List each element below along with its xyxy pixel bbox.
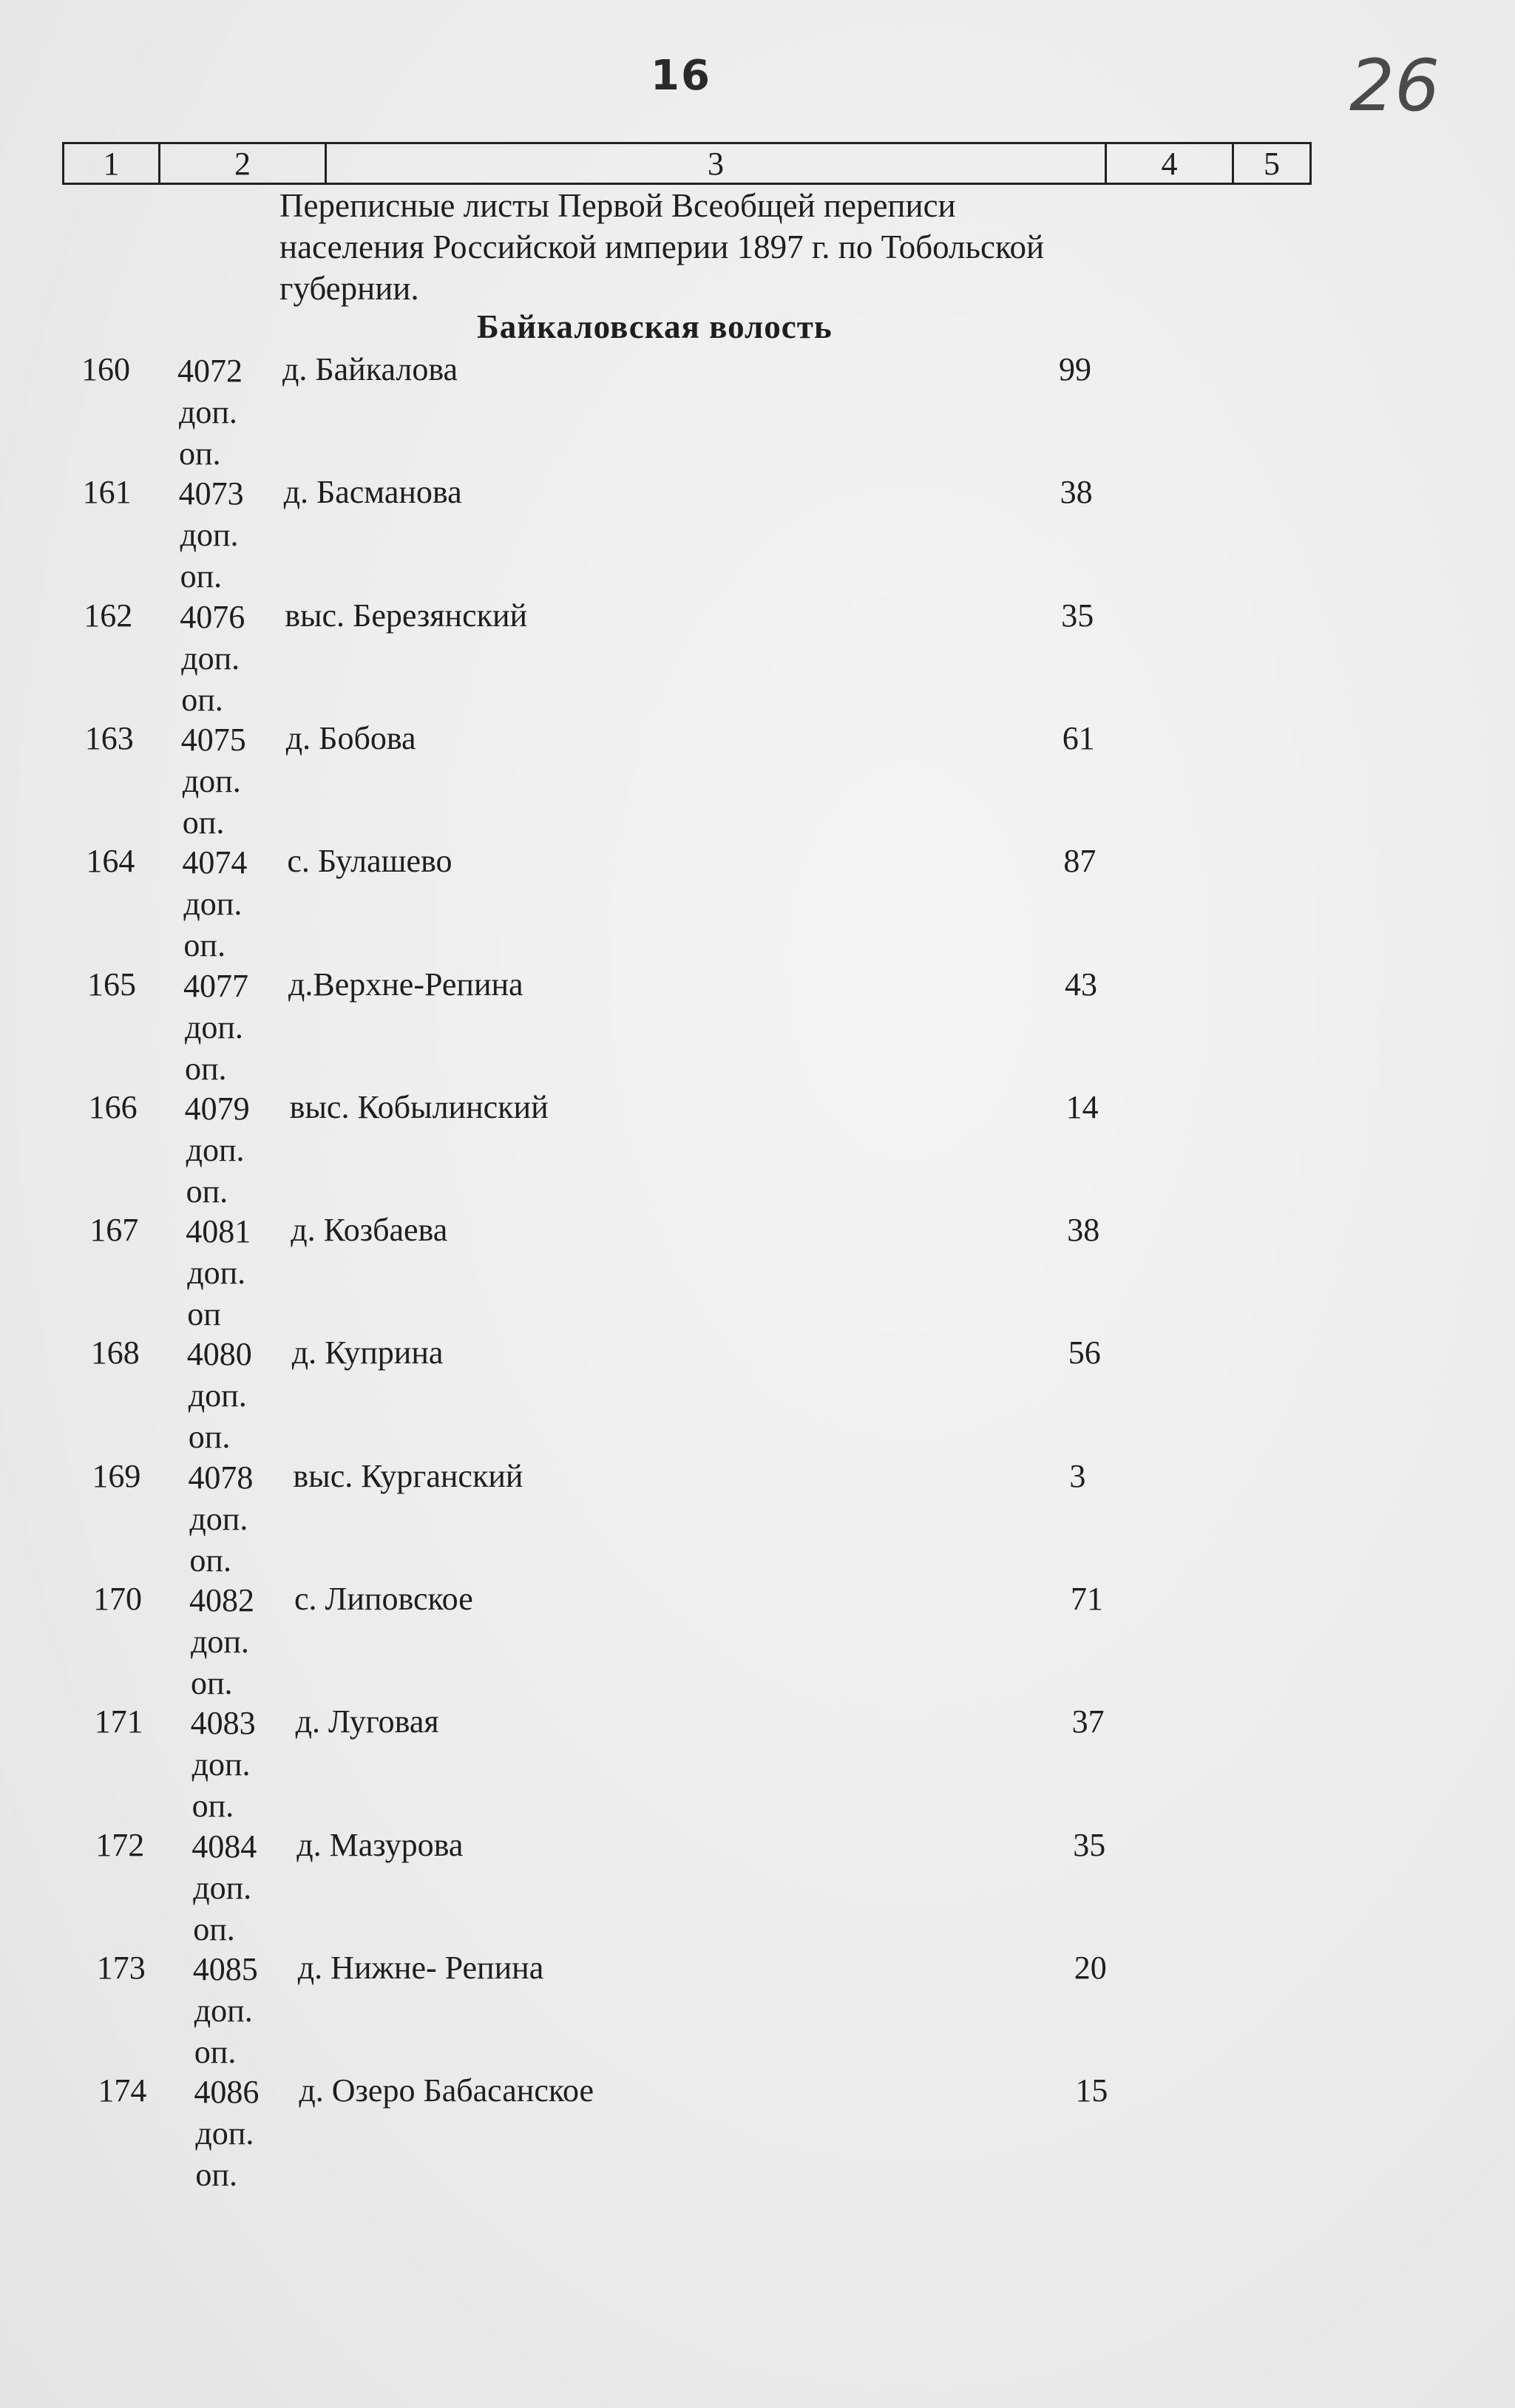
- place-name: д. Луговая: [295, 1703, 439, 1740]
- storage-code-line3: оп.: [183, 927, 226, 964]
- place-name: с. Липовское: [294, 1581, 473, 1617]
- section-title: Байкаловская волость: [477, 308, 833, 345]
- storage-code-number: 4077: [183, 967, 248, 1004]
- row-number: 173: [96, 1949, 146, 1986]
- table-row: [0, 966, 1515, 1090]
- sheet-count: 71: [1071, 1581, 1103, 1617]
- sheet-count: 56: [1068, 1334, 1101, 1371]
- sheet-count: 37: [1071, 1703, 1105, 1740]
- place-name: выс. Березянский: [285, 597, 528, 634]
- storage-code-number: 4083: [190, 1705, 256, 1742]
- sheet-count: 87: [1063, 843, 1097, 880]
- storage-code-line2: доп.: [188, 1377, 247, 1414]
- storage-code: [181, 719, 277, 844]
- sheet-count: 35: [1061, 597, 1094, 634]
- storage-code-line3: оп.: [181, 681, 223, 718]
- storage-code-number: 4081: [186, 1213, 251, 1250]
- storage-code: [179, 473, 275, 597]
- storage-code-line3: оп.: [182, 804, 225, 841]
- table-row: [0, 1334, 1515, 1458]
- storage-code-line3: оп.: [179, 435, 221, 472]
- row-number: 160: [81, 351, 130, 387]
- table-row: [0, 473, 1515, 597]
- storage-code-line2: доп.: [194, 1992, 253, 2029]
- place-name: д. Бобова: [285, 719, 416, 756]
- row-number: 164: [86, 843, 135, 880]
- storage-code-line3: оп.: [194, 2033, 237, 2070]
- storage-code: [177, 350, 274, 475]
- storage-code: [186, 1211, 282, 1335]
- column-header-3: 3: [327, 144, 1107, 183]
- sheet-count: 99: [1059, 351, 1091, 387]
- table-row: [0, 1703, 1515, 1827]
- sheet-count: 35: [1073, 1826, 1106, 1863]
- place-name: д. Басманова: [283, 474, 462, 511]
- place-name: д.Верхне-Репина: [288, 966, 523, 1003]
- column-header-1: 1: [64, 144, 160, 183]
- place-name: д. Козбаева: [291, 1212, 448, 1249]
- storage-code-line2: доп.: [183, 886, 243, 923]
- column-header-2: 2: [160, 144, 327, 183]
- table-row: [0, 2072, 1515, 2196]
- storage-code-line3: оп.: [186, 1173, 228, 1210]
- sheet-count: 61: [1062, 719, 1095, 756]
- storage-code-line3: оп: [187, 1296, 221, 1333]
- storage-code-line2: доп.: [182, 762, 241, 799]
- storage-code-line2: доп.: [189, 1500, 248, 1537]
- storage-code-line2: доп.: [179, 394, 237, 430]
- storage-code-line2: доп.: [195, 2115, 254, 2152]
- storage-code: [188, 1457, 284, 1581]
- sheet-count: 38: [1067, 1212, 1100, 1249]
- row-number: 170: [93, 1581, 142, 1617]
- row-number: 169: [92, 1457, 141, 1494]
- storage-code-line2: доп.: [193, 1869, 252, 1906]
- storage-code: [189, 1580, 285, 1704]
- storage-code-number: 4080: [186, 1336, 252, 1373]
- storage-code-number: 4072: [177, 353, 243, 389]
- storage-code-line2: доп.: [187, 1255, 246, 1292]
- storage-code-line2: доп.: [181, 640, 240, 676]
- row-number: 166: [88, 1088, 138, 1125]
- storage-code-number: 4082: [189, 1582, 254, 1618]
- sheet-count: 3: [1069, 1457, 1086, 1494]
- storage-code: [191, 1703, 287, 1827]
- storage-code: [183, 966, 279, 1090]
- place-name: д. Байкалова: [282, 351, 458, 387]
- row-number: 167: [89, 1212, 139, 1249]
- table-row: [0, 1949, 1515, 2073]
- folio-number: 26: [1349, 44, 1440, 127]
- place-name: д. Озеро Бабасанское: [299, 2072, 594, 2109]
- storage-code-line2: доп.: [186, 1131, 245, 1168]
- row-number: 174: [98, 2072, 147, 2109]
- column-header-4: 4: [1107, 144, 1234, 183]
- sheet-count: 15: [1075, 2072, 1108, 2109]
- storage-code-line2: доп.: [180, 517, 239, 554]
- storage-code-line3: оп.: [191, 1665, 233, 1701]
- row-number: 171: [94, 1703, 143, 1740]
- page-number: 16: [651, 52, 711, 100]
- row-number: 172: [95, 1826, 145, 1863]
- storage-code-line2: доп.: [185, 1008, 243, 1045]
- storage-code-number: 4085: [192, 1950, 258, 1987]
- row-number: 168: [90, 1334, 140, 1371]
- place-name: д. Мазурова: [296, 1826, 464, 1863]
- column-header-5: 5: [1264, 145, 1280, 182]
- sheet-count: 20: [1074, 1949, 1107, 1986]
- storage-code-line3: оп.: [188, 1419, 231, 1456]
- place-name: с. Булашево: [287, 843, 453, 880]
- table-row: [0, 1457, 1515, 1581]
- table-row: [0, 350, 1515, 475]
- sheet-count: 38: [1060, 474, 1093, 511]
- storage-code-number: 4076: [180, 598, 245, 635]
- storage-code-number: 4078: [188, 1459, 254, 1496]
- column-header-row: [62, 142, 1312, 185]
- storage-code-line2: доп.: [191, 1624, 249, 1660]
- storage-code-line3: оп.: [180, 558, 223, 595]
- place-name: выс. Кобылинский: [289, 1088, 549, 1125]
- table-row: [0, 597, 1515, 721]
- storage-code: [192, 1826, 288, 1950]
- table-row: [0, 1580, 1515, 1704]
- place-name: д. Нижне- Репина: [297, 1949, 544, 1986]
- storage-code-number: 4075: [180, 721, 246, 758]
- storage-code: [193, 1949, 289, 2073]
- row-number: 165: [87, 966, 136, 1003]
- storage-code-line3: оп.: [192, 1788, 234, 1825]
- sheet-count: 14: [1065, 1088, 1099, 1125]
- storage-code-number: 4073: [178, 475, 244, 512]
- table-row: [0, 1211, 1515, 1335]
- storage-code-number: 4074: [182, 844, 248, 881]
- storage-code: [180, 597, 276, 721]
- storage-code-number: 4084: [192, 1828, 257, 1865]
- storage-code-line3: оп.: [193, 1910, 235, 1947]
- storage-code-line2: доп.: [192, 1746, 251, 1783]
- place-name: выс. Курганский: [293, 1457, 523, 1494]
- storage-code: [185, 1088, 281, 1213]
- storage-code-line3: оп.: [189, 1542, 231, 1578]
- storage-code-number: 4086: [194, 2074, 260, 2111]
- storage-code-number: 4079: [184, 1090, 250, 1127]
- sheet-count: 43: [1065, 966, 1097, 1003]
- row-number: 163: [84, 719, 134, 756]
- storage-code-line3: оп.: [195, 2157, 237, 2194]
- storage-code: [187, 1334, 283, 1458]
- storage-code-line3: оп.: [185, 1050, 227, 1087]
- table-row: [0, 1826, 1515, 1950]
- place-name: д. Куприна: [291, 1334, 444, 1371]
- storage-code: [194, 2072, 290, 2196]
- table-row: [0, 719, 1515, 844]
- row-number: 161: [82, 474, 132, 511]
- row-number: 162: [84, 597, 133, 634]
- storage-code: [182, 842, 278, 966]
- table-row: [0, 1088, 1515, 1213]
- table-row: [0, 842, 1515, 966]
- intro-text: Переписные листы Первой Всеобщей переписи населения Российской империи 1897 г. по Тобольской губернии.: [279, 187, 1045, 307]
